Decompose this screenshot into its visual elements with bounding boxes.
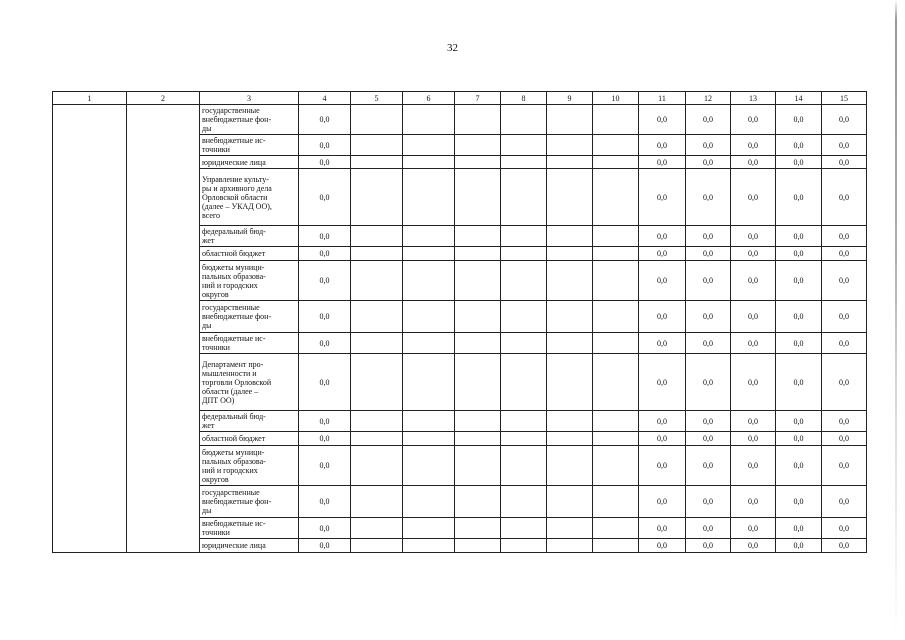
value-cell-col-11: 0,0 bbox=[639, 518, 686, 539]
empty-cell-col-7 bbox=[455, 135, 501, 156]
empty-cell-col-6 bbox=[403, 539, 455, 553]
merged-cell-col-2 bbox=[127, 105, 200, 553]
value-cell-col-11: 0,0 bbox=[639, 261, 686, 301]
empty-cell-col-5 bbox=[351, 486, 403, 518]
row-label-line: областной бюджет bbox=[202, 249, 266, 258]
value-cell-col-4: 0,0 bbox=[299, 539, 351, 553]
empty-cell-col-9 bbox=[547, 169, 593, 226]
value-cell-col-14: 0,0 bbox=[776, 135, 822, 156]
empty-cell-col-8 bbox=[501, 354, 547, 411]
value-cell-col-11: 0,0 bbox=[639, 354, 686, 411]
empty-cell-col-6 bbox=[403, 247, 455, 261]
row-label-line: областной бюджет bbox=[202, 434, 266, 443]
value-cell-col-15: 0,0 bbox=[822, 539, 867, 553]
empty-cell-col-8 bbox=[501, 169, 547, 226]
value-cell-col-4: 0,0 bbox=[299, 135, 351, 156]
empty-cell-col-8 bbox=[501, 518, 547, 539]
value-cell-col-4: 0,0 bbox=[299, 261, 351, 301]
row-label-line: внебюджетные фон- bbox=[202, 312, 272, 321]
empty-cell-col-6 bbox=[403, 333, 455, 354]
row-label-line: ний и городских bbox=[202, 280, 258, 290]
empty-cell-col-10 bbox=[593, 539, 639, 553]
empty-cell-col-9 bbox=[547, 156, 593, 169]
value-cell-col-13: 0,0 bbox=[731, 354, 776, 411]
value-cell-col-4: 0,0 bbox=[299, 446, 351, 486]
value-cell-col-15: 0,0 bbox=[822, 226, 867, 247]
empty-cell-col-5 bbox=[351, 261, 403, 301]
empty-cell-col-8 bbox=[501, 539, 547, 553]
value-cell-col-4: 0,0 bbox=[299, 411, 351, 432]
empty-cell-col-9 bbox=[547, 539, 593, 553]
empty-cell-col-5 bbox=[351, 411, 403, 432]
value-cell-col-14: 0,0 bbox=[776, 169, 822, 226]
row-label-line: федеральный бюд- bbox=[202, 227, 266, 236]
value-cell-col-15: 0,0 bbox=[822, 518, 867, 539]
row-label-line: жет bbox=[202, 421, 215, 430]
value-cell-col-11: 0,0 bbox=[639, 156, 686, 169]
empty-cell-col-7 bbox=[455, 226, 501, 247]
value-cell-col-15: 0,0 bbox=[822, 486, 867, 518]
value-cell-col-14: 0,0 bbox=[776, 446, 822, 486]
empty-cell-col-7 bbox=[455, 486, 501, 518]
row-label-line: юридические лица bbox=[202, 157, 266, 167]
empty-cell-col-6 bbox=[403, 169, 455, 226]
value-cell-col-14: 0,0 bbox=[776, 226, 822, 247]
scan-edge-mark bbox=[895, 0, 897, 640]
value-cell-col-12: 0,0 bbox=[686, 105, 731, 135]
row-label-line: точники bbox=[202, 145, 230, 154]
row-label-line: торговли Орловской bbox=[202, 377, 272, 387]
column-header-10: 10 bbox=[593, 92, 639, 105]
budget-table bbox=[52, 91, 867, 553]
value-cell-col-13: 0,0 bbox=[731, 156, 776, 169]
column-header-6: 6 bbox=[403, 92, 455, 105]
row-label-line: государственные bbox=[202, 488, 260, 497]
empty-cell-col-10 bbox=[593, 156, 639, 169]
empty-cell-col-6 bbox=[403, 411, 455, 432]
value-cell-col-12: 0,0 bbox=[686, 354, 731, 411]
value-cell-col-4: 0,0 bbox=[299, 432, 351, 446]
row-label-line: мышленности и bbox=[202, 368, 257, 378]
row-label-line: всего bbox=[202, 210, 221, 220]
empty-cell-col-7 bbox=[455, 247, 501, 261]
header-row bbox=[53, 92, 867, 105]
row-label-line: (далее – УКАД ОО), bbox=[202, 201, 272, 211]
empty-cell-col-8 bbox=[501, 261, 547, 301]
value-cell-col-13: 0,0 bbox=[731, 105, 776, 135]
empty-cell-col-10 bbox=[593, 518, 639, 539]
empty-cell-col-5 bbox=[351, 518, 403, 539]
row-label-line: Департамент про- bbox=[202, 359, 264, 369]
column-header-7: 7 bbox=[455, 92, 501, 105]
value-cell-col-4: 0,0 bbox=[299, 169, 351, 226]
value-cell-col-12: 0,0 bbox=[686, 247, 731, 261]
row-label-line: Управление культу- bbox=[202, 174, 269, 184]
column-header-2: 2 bbox=[127, 92, 200, 105]
row-label bbox=[200, 411, 299, 432]
empty-cell-col-5 bbox=[351, 301, 403, 333]
row-label bbox=[200, 247, 299, 261]
empty-cell-col-6 bbox=[403, 432, 455, 446]
row-label-line: юридические лица bbox=[202, 541, 266, 550]
value-cell-col-14: 0,0 bbox=[776, 486, 822, 518]
row-label-line: ды bbox=[202, 124, 212, 133]
value-cell-col-15: 0,0 bbox=[822, 432, 867, 446]
empty-cell-col-8 bbox=[501, 247, 547, 261]
value-cell-col-12: 0,0 bbox=[686, 446, 731, 486]
row-label-line: округов bbox=[202, 289, 229, 299]
empty-cell-col-5 bbox=[351, 333, 403, 354]
value-cell-col-12: 0,0 bbox=[686, 156, 731, 169]
value-cell-col-14: 0,0 bbox=[776, 333, 822, 354]
value-cell-col-4: 0,0 bbox=[299, 486, 351, 518]
value-cell-col-14: 0,0 bbox=[776, 411, 822, 432]
value-cell-col-14: 0,0 bbox=[776, 105, 822, 135]
empty-cell-col-10 bbox=[593, 411, 639, 432]
value-cell-col-11: 0,0 bbox=[639, 226, 686, 247]
empty-cell-col-10 bbox=[593, 432, 639, 446]
value-cell-col-14: 0,0 bbox=[776, 432, 822, 446]
value-cell-col-13: 0,0 bbox=[731, 301, 776, 333]
empty-cell-col-9 bbox=[547, 411, 593, 432]
value-cell-col-11: 0,0 bbox=[639, 411, 686, 432]
value-cell-col-11: 0,0 bbox=[639, 446, 686, 486]
row-label-line: внебюджетные фон- bbox=[202, 497, 272, 506]
empty-cell-col-9 bbox=[547, 135, 593, 156]
row-label bbox=[200, 486, 299, 518]
empty-cell-col-10 bbox=[593, 446, 639, 486]
empty-cell-col-6 bbox=[403, 105, 455, 135]
value-cell-col-12: 0,0 bbox=[686, 486, 731, 518]
merged-cell-col-1 bbox=[53, 105, 127, 553]
row-label-line: государственные bbox=[202, 303, 260, 312]
value-cell-col-15: 0,0 bbox=[822, 105, 867, 135]
empty-cell-col-7 bbox=[455, 432, 501, 446]
empty-cell-col-5 bbox=[351, 135, 403, 156]
row-label-line: ды bbox=[202, 321, 212, 330]
value-cell-col-13: 0,0 bbox=[731, 226, 776, 247]
empty-cell-col-9 bbox=[547, 226, 593, 247]
empty-cell-col-10 bbox=[593, 333, 639, 354]
row-label-line: внебюджетные ис- bbox=[202, 519, 266, 528]
empty-cell-col-9 bbox=[547, 247, 593, 261]
row-label bbox=[200, 261, 299, 301]
empty-cell-col-7 bbox=[455, 169, 501, 226]
row-label-line: жет bbox=[202, 236, 215, 245]
value-cell-col-12: 0,0 bbox=[686, 169, 731, 226]
value-cell-col-4: 0,0 bbox=[299, 247, 351, 261]
value-cell-col-15: 0,0 bbox=[822, 301, 867, 333]
row-label-line: государственные bbox=[202, 106, 260, 115]
row-label bbox=[200, 301, 299, 333]
value-cell-col-13: 0,0 bbox=[731, 261, 776, 301]
column-header-13: 13 bbox=[731, 92, 776, 105]
value-cell-col-13: 0,0 bbox=[731, 486, 776, 518]
value-cell-col-11: 0,0 bbox=[639, 333, 686, 354]
value-cell-col-4: 0,0 bbox=[299, 105, 351, 135]
value-cell-col-4: 0,0 bbox=[299, 156, 351, 169]
empty-cell-col-8 bbox=[501, 411, 547, 432]
empty-cell-col-8 bbox=[501, 135, 547, 156]
column-header-14: 14 bbox=[776, 92, 822, 105]
empty-cell-col-7 bbox=[455, 354, 501, 411]
empty-cell-col-5 bbox=[351, 226, 403, 247]
value-cell-col-14: 0,0 bbox=[776, 354, 822, 411]
empty-cell-col-7 bbox=[455, 105, 501, 135]
empty-cell-col-8 bbox=[501, 446, 547, 486]
column-header-1: 1 bbox=[53, 92, 127, 105]
row-label bbox=[200, 105, 299, 135]
empty-cell-col-6 bbox=[403, 518, 455, 539]
empty-cell-col-8 bbox=[501, 333, 547, 354]
empty-cell-col-6 bbox=[403, 156, 455, 169]
value-cell-col-4: 0,0 bbox=[299, 301, 351, 333]
row-label bbox=[200, 169, 299, 226]
row-label-line: области (далее – bbox=[202, 386, 259, 396]
empty-cell-col-5 bbox=[351, 247, 403, 261]
value-cell-col-14: 0,0 bbox=[776, 156, 822, 169]
row-label-line: ний и городских bbox=[202, 465, 258, 475]
value-cell-col-14: 0,0 bbox=[776, 539, 822, 553]
value-cell-col-11: 0,0 bbox=[639, 247, 686, 261]
column-header-8: 8 bbox=[501, 92, 547, 105]
empty-cell-col-9 bbox=[547, 446, 593, 486]
row-label-line: пальных образова- bbox=[202, 456, 266, 466]
empty-cell-col-10 bbox=[593, 354, 639, 411]
row-label-line: внебюджетные фон- bbox=[202, 115, 272, 124]
empty-cell-col-9 bbox=[547, 486, 593, 518]
row-label-line: пальных образова- bbox=[202, 271, 266, 281]
empty-cell-col-9 bbox=[547, 105, 593, 135]
empty-cell-col-9 bbox=[547, 301, 593, 333]
value-cell-col-4: 0,0 bbox=[299, 226, 351, 247]
value-cell-col-15: 0,0 bbox=[822, 333, 867, 354]
value-cell-col-13: 0,0 bbox=[731, 169, 776, 226]
row-label-line: федеральный бюд- bbox=[202, 412, 266, 421]
empty-cell-col-8 bbox=[501, 432, 547, 446]
empty-cell-col-10 bbox=[593, 226, 639, 247]
row-label-line: точники bbox=[202, 343, 230, 352]
row-label-line: ДПТ ОО) bbox=[202, 395, 235, 405]
empty-cell-col-8 bbox=[501, 301, 547, 333]
value-cell-col-12: 0,0 bbox=[686, 411, 731, 432]
empty-cell-col-7 bbox=[455, 156, 501, 169]
row-label-line: бюджеты муници- bbox=[202, 262, 265, 272]
column-header-5: 5 bbox=[351, 92, 403, 105]
empty-cell-col-10 bbox=[593, 247, 639, 261]
empty-cell-col-6 bbox=[403, 135, 455, 156]
row-label-line: бюджеты муници- bbox=[202, 447, 265, 457]
row-label bbox=[200, 156, 299, 169]
empty-cell-col-5 bbox=[351, 105, 403, 135]
value-cell-col-14: 0,0 bbox=[776, 261, 822, 301]
column-header-9: 9 bbox=[547, 92, 593, 105]
value-cell-col-13: 0,0 bbox=[731, 446, 776, 486]
value-cell-col-15: 0,0 bbox=[822, 247, 867, 261]
empty-cell-col-5 bbox=[351, 539, 403, 553]
row-label-line: точники bbox=[202, 528, 230, 537]
empty-cell-col-7 bbox=[455, 446, 501, 486]
value-cell-col-15: 0,0 bbox=[822, 261, 867, 301]
empty-cell-col-6 bbox=[403, 301, 455, 333]
value-cell-col-11: 0,0 bbox=[639, 105, 686, 135]
value-cell-col-15: 0,0 bbox=[822, 135, 867, 156]
column-header-15: 15 bbox=[822, 92, 867, 105]
value-cell-col-13: 0,0 bbox=[731, 333, 776, 354]
row-label-line: ды bbox=[202, 506, 212, 515]
row-label bbox=[200, 135, 299, 156]
value-cell-col-11: 0,0 bbox=[639, 432, 686, 446]
empty-cell-col-8 bbox=[501, 486, 547, 518]
column-header-11: 11 bbox=[639, 92, 686, 105]
empty-cell-col-9 bbox=[547, 432, 593, 446]
value-cell-col-12: 0,0 bbox=[686, 226, 731, 247]
row-label bbox=[200, 354, 299, 411]
value-cell-col-11: 0,0 bbox=[639, 135, 686, 156]
empty-cell-col-6 bbox=[403, 354, 455, 411]
value-cell-col-15: 0,0 bbox=[822, 411, 867, 432]
empty-cell-col-10 bbox=[593, 169, 639, 226]
value-cell-col-13: 0,0 bbox=[731, 518, 776, 539]
value-cell-col-14: 0,0 bbox=[776, 301, 822, 333]
empty-cell-col-6 bbox=[403, 486, 455, 518]
empty-cell-col-9 bbox=[547, 354, 593, 411]
value-cell-col-13: 0,0 bbox=[731, 432, 776, 446]
column-header-3: 3 bbox=[200, 92, 299, 105]
empty-cell-col-7 bbox=[455, 261, 501, 301]
value-cell-col-15: 0,0 bbox=[822, 446, 867, 486]
value-cell-col-15: 0,0 bbox=[822, 156, 867, 169]
row-label-line: округов bbox=[202, 474, 229, 484]
value-cell-col-14: 0,0 bbox=[776, 247, 822, 261]
row-label-line: внебюджетные ис- bbox=[202, 136, 266, 145]
table-row bbox=[53, 105, 867, 135]
empty-cell-col-7 bbox=[455, 539, 501, 553]
empty-cell-col-6 bbox=[403, 226, 455, 247]
empty-cell-col-5 bbox=[351, 354, 403, 411]
value-cell-col-13: 0,0 bbox=[731, 411, 776, 432]
empty-cell-col-10 bbox=[593, 135, 639, 156]
value-cell-col-11: 0,0 bbox=[639, 169, 686, 226]
value-cell-col-11: 0,0 bbox=[639, 539, 686, 553]
empty-cell-col-10 bbox=[593, 301, 639, 333]
empty-cell-col-5 bbox=[351, 156, 403, 169]
value-cell-col-13: 0,0 bbox=[731, 135, 776, 156]
value-cell-col-12: 0,0 bbox=[686, 539, 731, 553]
row-label bbox=[200, 333, 299, 354]
value-cell-col-12: 0,0 bbox=[686, 518, 731, 539]
empty-cell-col-10 bbox=[593, 261, 639, 301]
value-cell-col-4: 0,0 bbox=[299, 518, 351, 539]
row-label-line: ры и архивного дела bbox=[202, 183, 272, 193]
empty-cell-col-6 bbox=[403, 261, 455, 301]
empty-cell-col-5 bbox=[351, 169, 403, 226]
value-cell-col-12: 0,0 bbox=[686, 432, 731, 446]
value-cell-col-15: 0,0 bbox=[822, 169, 867, 226]
empty-cell-col-9 bbox=[547, 261, 593, 301]
row-label-line: внебюджетные ис- bbox=[202, 334, 266, 343]
empty-cell-col-8 bbox=[501, 105, 547, 135]
row-label bbox=[200, 226, 299, 247]
empty-cell-col-10 bbox=[593, 105, 639, 135]
empty-cell-col-5 bbox=[351, 432, 403, 446]
page-number: 32 bbox=[447, 42, 458, 54]
row-label bbox=[200, 446, 299, 486]
value-cell-col-12: 0,0 bbox=[686, 333, 731, 354]
empty-cell-col-9 bbox=[547, 518, 593, 539]
column-header-4: 4 bbox=[299, 92, 351, 105]
value-cell-col-12: 0,0 bbox=[686, 135, 731, 156]
value-cell-col-12: 0,0 bbox=[686, 301, 731, 333]
empty-cell-col-10 bbox=[593, 486, 639, 518]
value-cell-col-4: 0,0 bbox=[299, 354, 351, 411]
value-cell-col-11: 0,0 bbox=[639, 486, 686, 518]
empty-cell-col-9 bbox=[547, 333, 593, 354]
value-cell-col-4: 0,0 bbox=[299, 333, 351, 354]
empty-cell-col-6 bbox=[403, 446, 455, 486]
empty-cell-col-7 bbox=[455, 518, 501, 539]
empty-cell-col-7 bbox=[455, 301, 501, 333]
value-cell-col-11: 0,0 bbox=[639, 301, 686, 333]
table-body bbox=[53, 105, 867, 553]
empty-cell-col-8 bbox=[501, 226, 547, 247]
value-cell-col-13: 0,0 bbox=[731, 247, 776, 261]
row-label bbox=[200, 539, 299, 553]
column-header-12: 12 bbox=[686, 92, 731, 105]
value-cell-col-14: 0,0 bbox=[776, 518, 822, 539]
value-cell-col-15: 0,0 bbox=[822, 354, 867, 411]
value-cell-col-12: 0,0 bbox=[686, 261, 731, 301]
row-label-line: Орловской области bbox=[202, 192, 268, 202]
value-cell-col-13: 0,0 bbox=[731, 539, 776, 553]
row-label bbox=[200, 518, 299, 539]
empty-cell-col-7 bbox=[455, 333, 501, 354]
row-label bbox=[200, 432, 299, 446]
empty-cell-col-8 bbox=[501, 156, 547, 169]
empty-cell-col-7 bbox=[455, 411, 501, 432]
empty-cell-col-5 bbox=[351, 446, 403, 486]
